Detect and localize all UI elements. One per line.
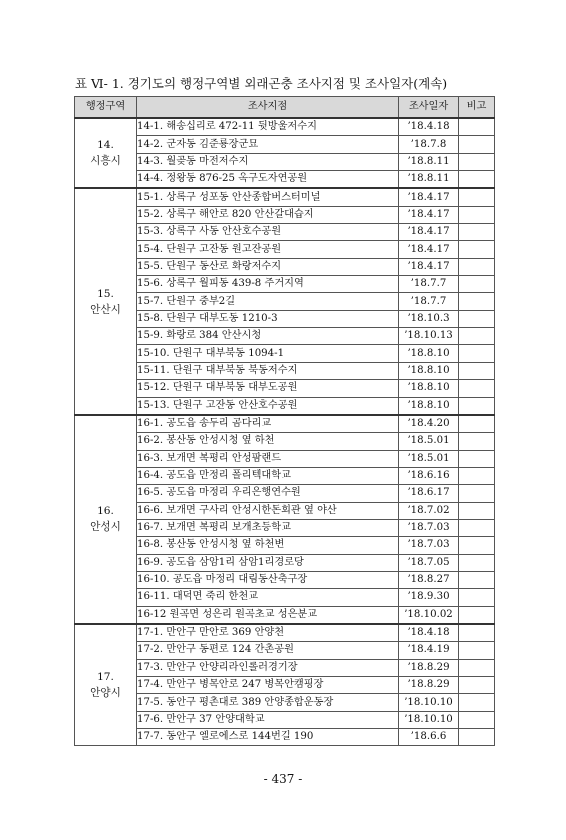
- region-name: 안산시: [90, 303, 121, 316]
- table-row: [75, 677, 495, 694]
- site-cell: 17-6. 만안구 37 안양대학교: [137, 711, 399, 728]
- note-cell: [459, 485, 495, 502]
- date-cell: ’18.4.17: [399, 258, 459, 275]
- table-caption: 표 Ⅵ- 1. 경기도의 행정구역별 외래곤충 조사지점 및 조사일자(계속): [75, 76, 448, 91]
- date-cell: ’18.10.02: [399, 606, 459, 624]
- date-cell: ’18.8.11: [399, 153, 459, 170]
- table-row: [75, 118, 495, 136]
- date-cell: ’18.6.16: [399, 467, 459, 484]
- region-name: 안양시: [90, 687, 121, 700]
- date-cell: ’18.8.10: [399, 345, 459, 362]
- note-cell: [459, 380, 495, 397]
- note-cell: [459, 729, 495, 746]
- note-cell: [459, 293, 495, 310]
- table-row: [75, 345, 495, 362]
- site-cell: 16-8. 봉산동 안성시청 옆 하천변: [137, 537, 399, 554]
- date-cell: ’18.7.05: [399, 554, 459, 571]
- table-row: [75, 485, 495, 502]
- note-cell: [459, 153, 495, 170]
- table-row: [75, 310, 495, 327]
- table-row: [75, 276, 495, 293]
- site-cell: 15-7. 단원구 중부2길: [137, 293, 399, 310]
- table-row: [75, 362, 495, 379]
- table-row: [75, 136, 495, 153]
- note-cell: [459, 276, 495, 293]
- table-row: [75, 554, 495, 571]
- site-cell: 16-6. 보개면 구사리 안성시한돈회관 옆 야산: [137, 502, 399, 519]
- note-cell: [459, 362, 495, 379]
- site-cell: 17-1. 만안구 만안로 369 안양천: [137, 624, 399, 642]
- header-date: 조사일자: [399, 97, 459, 119]
- site-cell: 16-3. 보개면 복평리 안성팜랜드: [137, 450, 399, 467]
- note-cell: [459, 677, 495, 694]
- site-cell: 14-4. 정왕동 876-25 옥구도자연공원: [137, 171, 399, 189]
- table-row: [75, 397, 495, 415]
- note-cell: [459, 519, 495, 536]
- site-cell: 14-2. 군자동 김준룡장군묘: [137, 136, 399, 153]
- region-name: 안성시: [90, 521, 121, 534]
- site-cell: 15-13. 단원구 고잔동 안산호수공원: [137, 397, 399, 415]
- table-row: [75, 467, 495, 484]
- note-cell: [459, 624, 495, 642]
- region-cell: [75, 118, 137, 188]
- region-number: 16.: [97, 505, 114, 518]
- region-number: 15.: [97, 287, 114, 300]
- table-row: [75, 433, 495, 450]
- table-row: [75, 415, 495, 433]
- date-cell: ’18.8.10: [399, 397, 459, 415]
- site-cell: 16-2. 봉산동 안성시청 옆 하천: [137, 433, 399, 450]
- date-cell: ’18.7.7: [399, 276, 459, 293]
- site-cell: 16-1. 공도읍 송두리 곰다리교: [137, 415, 399, 433]
- site-cell: 16-10. 공도읍 마정리 대림동산축구장: [137, 571, 399, 588]
- date-cell: ’18.6.6: [399, 729, 459, 746]
- site-cell: 15-1. 상록구 성포동 안산종합버스터미널: [137, 188, 399, 206]
- note-cell: [459, 136, 495, 153]
- note-cell: [459, 711, 495, 728]
- site-cell: 16-9. 공도읍 삼암1리 삼암1리경로당: [137, 554, 399, 571]
- site-cell: 15-3. 상록구 사동 안산호수공원: [137, 224, 399, 241]
- note-cell: [459, 224, 495, 241]
- table-header-row: [75, 97, 495, 119]
- table-row: [75, 328, 495, 345]
- date-cell: ’18.8.27: [399, 571, 459, 588]
- site-cell: 15-2. 상록구 해안로 820 안산갈대습지: [137, 206, 399, 223]
- date-cell: ’18.8.10: [399, 362, 459, 379]
- site-cell: 15-8. 단원구 대부도동 1210-3: [137, 310, 399, 327]
- survey-table: [74, 96, 495, 746]
- date-cell: ’18.6.17: [399, 485, 459, 502]
- date-cell: ’18.9.30: [399, 589, 459, 606]
- date-cell: ’18.8.10: [399, 380, 459, 397]
- note-cell: [459, 589, 495, 606]
- date-cell: ’18.8.29: [399, 659, 459, 676]
- date-cell: ’18.7.03: [399, 519, 459, 536]
- site-cell: 17-4. 만안구 병목안로 247 병목안캠핑장: [137, 677, 399, 694]
- date-cell: ’18.4.17: [399, 206, 459, 223]
- date-cell: ’18.4.17: [399, 188, 459, 206]
- site-cell: 16-11. 대덕면 죽리 한천교: [137, 589, 399, 606]
- region-cell: [75, 624, 137, 746]
- date-cell: ’18.4.20: [399, 415, 459, 433]
- date-cell: ’18.5.01: [399, 450, 459, 467]
- region-group: [75, 118, 495, 188]
- site-cell: 15-4. 단원구 고잔동 원고잔공원: [137, 241, 399, 258]
- date-cell: ’18.8.29: [399, 677, 459, 694]
- note-cell: [459, 642, 495, 659]
- date-cell: ’18.8.11: [399, 171, 459, 189]
- region-number: 17.: [97, 671, 114, 684]
- note-cell: [459, 694, 495, 711]
- site-cell: 16-7. 보개면 복평리 보개초등학교: [137, 519, 399, 536]
- table-row: [75, 589, 495, 606]
- note-cell: [459, 415, 495, 433]
- site-cell: 14-1. 해송십리로 472-11 뒷방울저수지: [137, 118, 399, 136]
- region-cell: [75, 188, 137, 414]
- date-cell: ’18.4.19: [399, 642, 459, 659]
- note-cell: [459, 310, 495, 327]
- site-cell: 15-10. 단원구 대부북동 1094-1: [137, 345, 399, 362]
- site-cell: 15-12. 단원구 대부북동 대부도공원: [137, 380, 399, 397]
- date-cell: ’18.7.02: [399, 502, 459, 519]
- note-cell: [459, 450, 495, 467]
- note-cell: [459, 118, 495, 136]
- table-row: [75, 380, 495, 397]
- note-cell: [459, 241, 495, 258]
- table-row: [75, 694, 495, 711]
- date-cell: ’18.10.10: [399, 694, 459, 711]
- table-row: [75, 659, 495, 676]
- table-row: [75, 519, 495, 536]
- date-cell: ’18.10.13: [399, 328, 459, 345]
- site-cell: 16-5. 공도읍 마정리 우리은행연수원: [137, 485, 399, 502]
- note-cell: [459, 537, 495, 554]
- header-site: 조사지점: [137, 97, 399, 119]
- site-cell: 15-11. 단원구 대부북동 북동저수지: [137, 362, 399, 379]
- table-row: [75, 153, 495, 170]
- table-row: [75, 642, 495, 659]
- note-cell: [459, 345, 495, 362]
- site-cell: 15-9. 화랑로 384 안산시청: [137, 328, 399, 345]
- region-cell: [75, 415, 137, 624]
- note-cell: [459, 467, 495, 484]
- note-cell: [459, 206, 495, 223]
- site-cell: 17-2. 만안구 동편로 124 간촌공원: [137, 642, 399, 659]
- table-row: [75, 293, 495, 310]
- site-cell: 17-5. 동안구 평촌대로 389 안양종합운동장: [137, 694, 399, 711]
- table-row: [75, 502, 495, 519]
- date-cell: ’18.7.8: [399, 136, 459, 153]
- region-group: [75, 415, 495, 624]
- site-cell: 14-3. 월곶동 마전저수지: [137, 153, 399, 170]
- table-row: [75, 258, 495, 275]
- table-row: [75, 224, 495, 241]
- note-cell: [459, 397, 495, 415]
- date-cell: ’18.4.17: [399, 224, 459, 241]
- site-cell: 16-12 원곡면 성은리 원곡초교 성은분교: [137, 606, 399, 624]
- date-cell: ’18.7.7: [399, 293, 459, 310]
- note-cell: [459, 188, 495, 206]
- date-cell: ’18.10.3: [399, 310, 459, 327]
- note-cell: [459, 433, 495, 450]
- region-name: 시흥시: [90, 155, 121, 168]
- region-group: [75, 624, 495, 746]
- site-cell: 17-3. 만안구 안양리라인롤러경기장: [137, 659, 399, 676]
- note-cell: [459, 171, 495, 189]
- table-row: [75, 241, 495, 258]
- note-cell: [459, 502, 495, 519]
- note-cell: [459, 258, 495, 275]
- table-row: [75, 206, 495, 223]
- date-cell: ’18.4.18: [399, 118, 459, 136]
- table-row: [75, 171, 495, 189]
- note-cell: [459, 554, 495, 571]
- table-row: [75, 606, 495, 624]
- date-cell: ’18.5.01: [399, 433, 459, 450]
- site-cell: 16-4. 공도읍 만정리 폴리텍대학교: [137, 467, 399, 484]
- table-row: [75, 188, 495, 206]
- table-row: [75, 624, 495, 642]
- site-cell: 15-5. 단원구 동산로 화랑저수지: [137, 258, 399, 275]
- header-region: 행정구역: [75, 97, 137, 119]
- page-number: - 437 -: [263, 772, 303, 786]
- note-cell: [459, 328, 495, 345]
- region-group: [75, 188, 495, 414]
- table-row: [75, 571, 495, 588]
- site-cell: 17-7. 동안구 엘로에스로 144번길 190: [137, 729, 399, 746]
- note-cell: [459, 571, 495, 588]
- date-cell: ’18.7.03: [399, 537, 459, 554]
- table-row: [75, 450, 495, 467]
- date-cell: ’18.10.10: [399, 711, 459, 728]
- date-cell: ’18.4.17: [399, 241, 459, 258]
- site-cell: 15-6. 상록구 월피동 439-8 주거지역: [137, 276, 399, 293]
- region-number: 14.: [97, 139, 114, 152]
- table-row: [75, 711, 495, 728]
- table-row: [75, 537, 495, 554]
- note-cell: [459, 606, 495, 624]
- table-row: [75, 729, 495, 746]
- date-cell: ’18.4.18: [399, 624, 459, 642]
- header-note: 비고: [459, 97, 495, 119]
- note-cell: [459, 659, 495, 676]
